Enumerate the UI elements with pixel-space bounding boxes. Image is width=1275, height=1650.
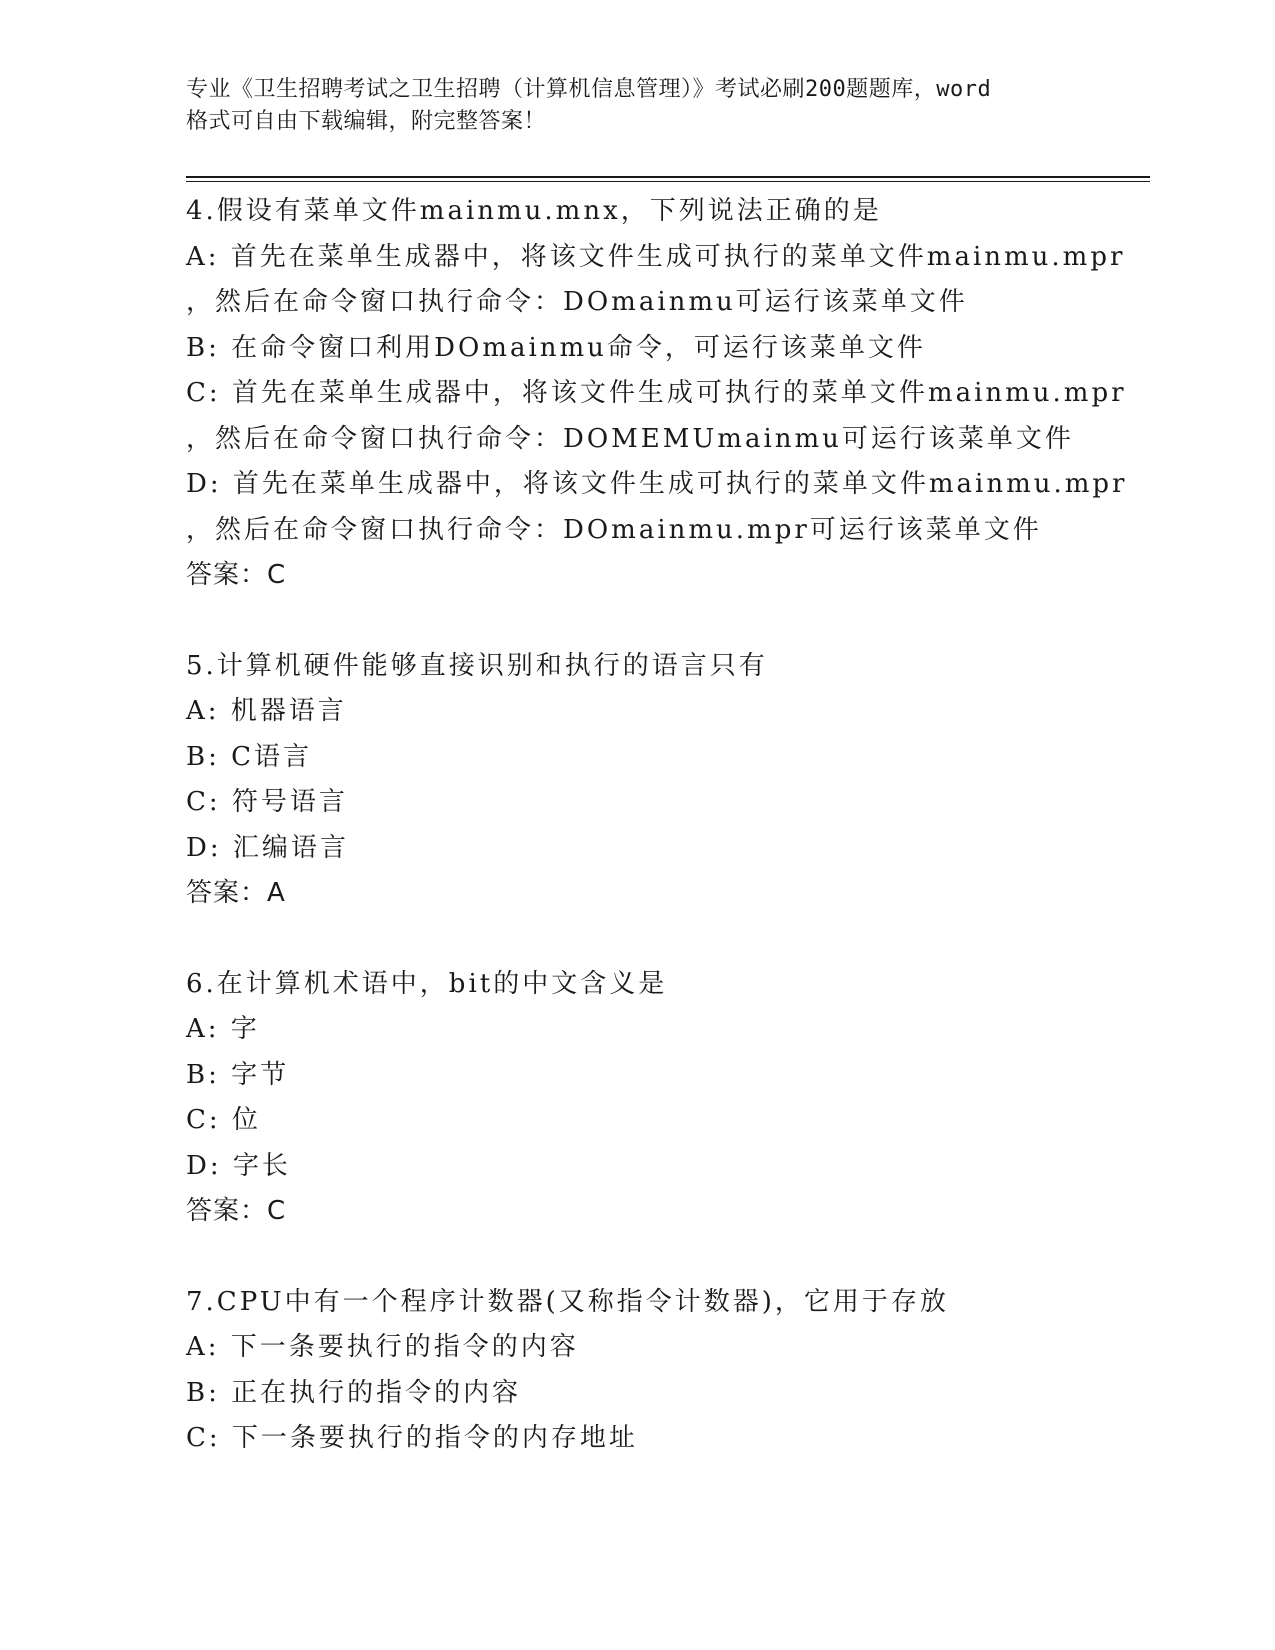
- question-answer: 答案：C: [186, 560, 287, 590]
- question-option-line: C: 首先在菜单生成器中，将该文件生成可执行的菜单文件mainmu.mpr: [186, 378, 1127, 408]
- question-option-line: A: 字: [186, 1014, 260, 1044]
- question-option-line: B: 字节: [186, 1059, 290, 1090]
- header-divider-thick: [186, 176, 1150, 178]
- question-block: [186, 189, 1150, 599]
- header-line-2: 格式可自由下载编辑，附完整答案！: [186, 109, 547, 134]
- question-option-line: A: 机器语言: [186, 696, 347, 726]
- question-stem: 5.计算机硬件能够直接识别和执行的语言只有: [186, 650, 768, 681]
- question-option-line: C: 符号语言: [186, 787, 348, 817]
- question-block: [186, 962, 1150, 1235]
- question-stem: 6.在计算机术语中，bit的中文含义是: [186, 968, 668, 999]
- question-option-line: B: 在命令窗口利用DOmainmu命令，可运行该菜单文件: [186, 332, 926, 363]
- header-divider-thin: [186, 181, 1150, 182]
- question-option-line: D: 汇编语言: [186, 832, 349, 863]
- question-option-line: B: 正在执行的指令的内容: [186, 1377, 522, 1408]
- question-option-line: ，然后在命令窗口执行命令：DOmainmu.mpr可运行该菜单文件: [186, 514, 1042, 545]
- question-option-line: B: C语言: [186, 741, 313, 772]
- question-option-line: C: 位: [186, 1105, 261, 1135]
- question-option-line: D: 首先在菜单生成器中，将该文件生成可执行的菜单文件mainmu.mpr: [186, 469, 1128, 499]
- question-block: [186, 644, 1150, 917]
- question-option-line: C: 下一条要执行的指令的内存地址: [186, 1423, 638, 1453]
- question-option-line: ，然后在命令窗口执行命令：DOmainmu可运行该菜单文件: [186, 287, 968, 317]
- question-option-line: A: 下一条要执行的指令的内容: [186, 1332, 579, 1362]
- document-header: [186, 74, 1086, 138]
- question-stem: 4.假设有菜单文件mainmu.mnx，下列说法正确的是: [186, 196, 882, 226]
- header-line-1: 专业《卫生招聘考试之卫生招聘（计算机信息管理）》考试必刷200题题库，word: [186, 77, 992, 102]
- question-answer: 答案：A: [186, 878, 286, 908]
- question-block: [186, 1280, 1150, 1462]
- question-option-line: ，然后在命令窗口执行命令：DOMEMUmainmu可运行该菜单文件: [186, 423, 1074, 454]
- question-stem: 7.CPU中有一个程序计数器(又称指令计数器)，它用于存放: [186, 1286, 949, 1317]
- question-list: [186, 189, 1150, 1507]
- question-option-line: D: 字长: [186, 1150, 291, 1181]
- question-option-line: A: 首先在菜单生成器中，将该文件生成可执行的菜单文件mainmu.mpr: [186, 241, 1126, 272]
- question-answer: 答案：C: [186, 1196, 287, 1226]
